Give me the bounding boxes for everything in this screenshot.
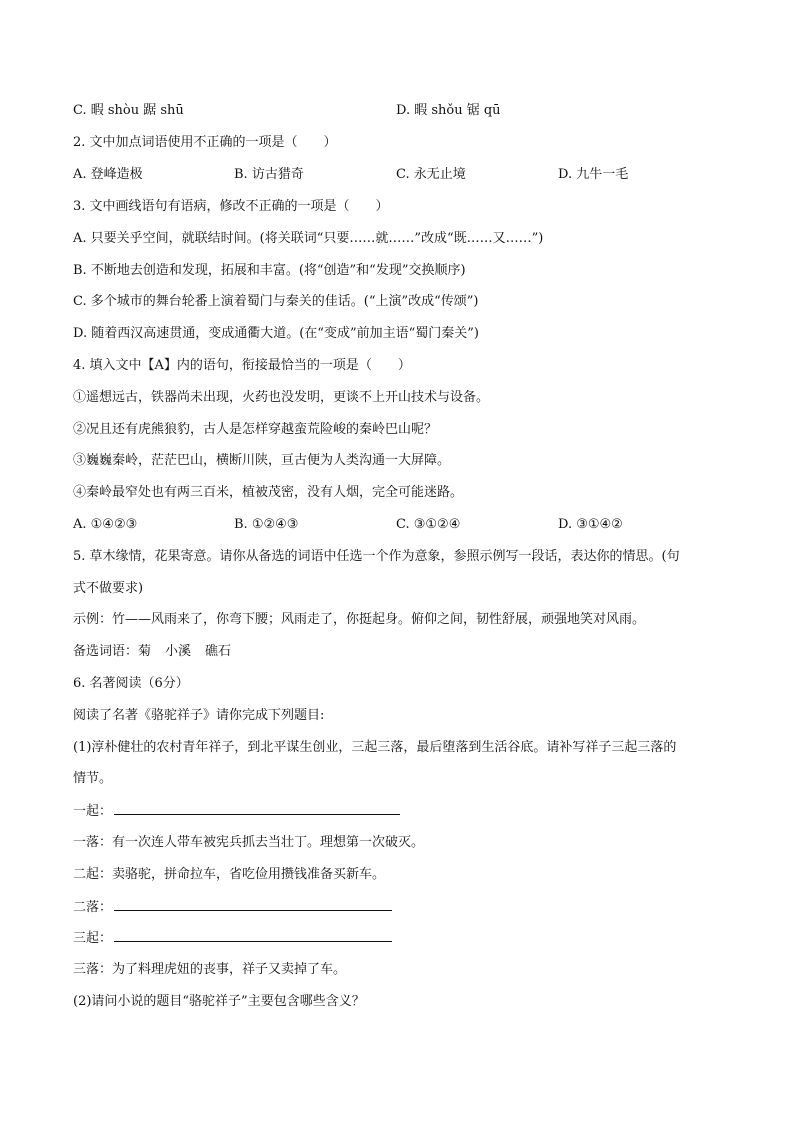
q2-option-d: D. 九牛一毛	[558, 167, 629, 182]
q6-intro: 阅读了名著《骆驼祥子》请你完成下列题目:	[73, 708, 325, 723]
q5-stem-line1: 5. 草木缘情，花果寄意。请你从备选的词语中任选一个作为意象，参照示例写一段话，表达你的情思。(句	[73, 549, 680, 564]
q6-part1-line1: (1)淳朴健壮的农村青年祥子，到北平谋生创业，三起三落，最后堕落到生活谷底。请补写祥子三起三落的	[73, 740, 677, 755]
q2-stem: 2. 文中加点词语使用不正确的一项是（ ）	[73, 135, 337, 150]
q6-sanqi-blank[interactable]	[114, 929, 392, 942]
q4-option-b: B. ①②④③	[234, 517, 299, 532]
q6-sanqi-row	[73, 929, 392, 948]
q3-stem: 3. 文中画线语句有语病，修改不正确的一项是（ ）	[73, 199, 389, 214]
q5-option-3: 礁石	[205, 644, 232, 659]
q6-yiluo: 一落：有一次连人带车被宪兵抓去当壮丁。理想第一次破灭。	[73, 835, 425, 850]
q2-option-b: B. 访古猎奇	[234, 167, 304, 182]
q6-sanqi-label: 三起：	[73, 931, 113, 946]
q4-option-a: A. ①④②③	[73, 517, 138, 532]
q6-erluo-row	[73, 898, 392, 917]
q4-sentence-1: ①遥想远古，铁器尚未出现，火药也没发明，更谈不上开山技术与设备。	[73, 390, 490, 405]
q4-option-d: D. ③①④②	[558, 517, 623, 532]
q5-option-1: 菊	[138, 644, 152, 659]
q6-sanluo: 三落：为了料理虎妞的丧事，祥子又卖掉了车。	[73, 962, 347, 977]
q5-example: 示例：竹——风雨来了，你弯下腰；风雨走了，你挺起身。俯仰之间，韧性舒展，顽强地笑对风雨。	[73, 612, 646, 627]
q6-yiqi-label: 一起：	[73, 804, 113, 819]
q5-option-2: 小溪	[165, 644, 192, 659]
q6-erluo-label: 二落：	[73, 900, 113, 915]
q3-option-d: D. 随着西汉高速贯通，变成通衢大道。(在“变成”前加主语“蜀门秦关”)	[73, 326, 479, 341]
q4-sentence-4: ④秦岭最窄处也有两三百米，植被茂密，没有人烟，完全可能迷路。	[73, 485, 464, 500]
q6-part1-line2: 情节。	[73, 771, 113, 786]
q5-options-label: 备选词语：	[73, 644, 139, 659]
q4-sentence-2: ②况且还有虎熊狼豹，古人是怎样穿越蛮荒险峻的秦岭巴山呢？	[73, 422, 438, 437]
q6-title: 6. 名著阅读（6分）	[73, 676, 189, 691]
q4-stem: 4. 填入文中【A】内的语句，衔接最恰当的一项是（ ）	[73, 358, 411, 373]
q6-yiqi-row	[73, 802, 400, 821]
q1-option-d: D. 暇 shǒu 锯 qū	[396, 103, 501, 118]
q6-yiqi-blank[interactable]	[114, 802, 400, 815]
q4-option-c: C. ③①②④	[396, 517, 461, 532]
q3-option-a: A. 只要关乎空间，就联结时间。(将关联词“只要……就……”改成“既……又……”)	[73, 231, 544, 246]
q1-option-c: C. 暇 shòu 踞 shū	[73, 103, 184, 118]
q6-part2: (2)请问小说的题目“骆驼祥子”主要包含哪些含义？	[73, 994, 365, 1009]
q5-stem-line2: 式不做要求)	[73, 581, 144, 596]
q3-option-b: B. 不断地去创造和发现，拓展和丰富。(将“创造”和“发现”交换顺序)	[73, 263, 466, 278]
q2-option-a: A. 登峰造极	[73, 167, 143, 182]
q6-erluo-blank[interactable]	[114, 898, 392, 911]
q4-sentence-3: ③巍巍秦岭，茫茫巴山，横断川陕，亘古便为人类沟通一大屏障。	[73, 453, 451, 468]
q2-option-c: C. 永无止境	[396, 167, 466, 182]
q3-option-c: C. 多个城市的舞台轮番上演着蜀门与秦关的佳话。(“上演”改成“传颂”)	[73, 294, 479, 309]
q6-erqi: 二起：卖骆驼，拼命拉车，省吃俭用攒钱准备买新车。	[73, 867, 386, 882]
q5-options	[73, 643, 231, 661]
